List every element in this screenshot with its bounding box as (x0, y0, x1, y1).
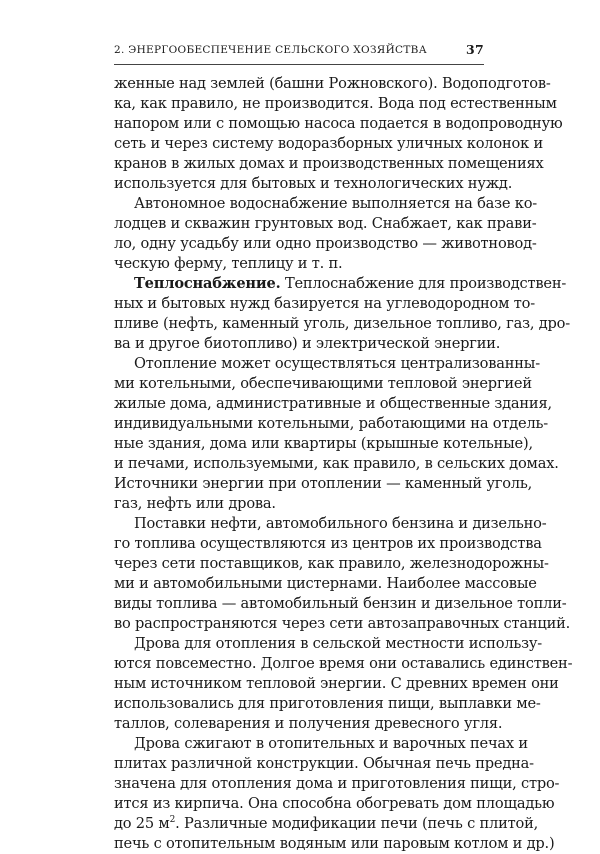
text-line: плитах различной конструкции. Обычная печь предна- (114, 755, 534, 772)
text-line: лодцев и скважин грунтовых вод. Снабжает, как прави- (114, 215, 537, 232)
paragraph (114, 74, 563, 194)
text-line: используется для бытовых и технологических нужд. (114, 175, 513, 192)
text-line: ми и автомобильными цистернами. Наиболее массовые (114, 575, 537, 592)
line-text: до 25 м (114, 815, 170, 832)
text-line: Дрова сжигают в отопительных и варочных печах и (134, 735, 528, 752)
text-line (114, 274, 567, 294)
text-line: Источники энергии при отоплении — каменный уголь, (114, 475, 533, 492)
text-line: Отопление может осуществляться централизованны- (134, 355, 540, 372)
heating-heading: Теплоснабжение. (134, 275, 281, 292)
text-line: Автономное водоснабжение выполняется на базе ко- (134, 195, 538, 212)
text-line: ва и другое биотопливо) и электрической энергии. (114, 335, 501, 352)
paragraph (114, 354, 559, 514)
text-line: ческую ферму, теплицу и т. п. (114, 255, 343, 272)
section-title: 2. ЭНЕРГООБЕСПЕЧЕНИЕ СЕЛЬСКОГО ХОЗЯЙСТВА (114, 44, 427, 56)
text-line: газ, нефть или дрова. (114, 495, 276, 512)
text-line: напором или с помощью насоса подается в водопроводную (114, 115, 563, 132)
text-line: ло, одну усадьбу или одно производство — животновод- (114, 235, 537, 252)
paragraph (114, 194, 538, 274)
text-line: кранов в жилых домах и производственных помещениях (114, 155, 544, 172)
superscript: 2 (169, 815, 176, 826)
text-line: жилые дома, административные и общественные здания, (114, 395, 552, 412)
paragraph (114, 514, 571, 634)
text-line: виды топлива — автомобильный бензин и дизельное топли- (114, 595, 567, 612)
text-line: через сети поставщиков, как правило, железнодорожны- (114, 555, 549, 572)
text-line: ным источником тепловой энергии. С древних времен они (114, 675, 559, 692)
text-line: ются повсеместно. Долгое время они оставались единствен- (114, 655, 573, 672)
text-line: женные над землей (башни Рожновского). Водоподготов- (114, 75, 551, 92)
running-header (114, 44, 484, 60)
header-rule (114, 64, 484, 65)
text-line: го топлива осуществляются из центров их производства (114, 535, 542, 552)
text-line: ми котельными, обеспечивающими тепловой энергией (114, 375, 532, 392)
text-line: печь с отопительным водяным или паровым котлом и др.) (114, 835, 555, 852)
text-line: Дрова для отопления в сельской местности использу- (134, 635, 543, 652)
text-line: сеть и через систему водоразборных уличных колонок и (114, 135, 543, 152)
text-line: пливе (нефть, каменный уголь, дизельное топливо, газ, дро- (114, 315, 570, 332)
text-line: ные здания, дома или квартиры (крышные котельные), (114, 435, 533, 452)
text-line: во распространяются через сети автозаправочных станций. (114, 615, 571, 632)
text-line: Поставки нефти, автомобильного бензина и дизельно- (134, 515, 547, 532)
text-line: использовались для приготовления пищи, выплавки ме- (114, 695, 541, 712)
text-line: ится из кирпича. Она способна обогревать дом площадью (114, 795, 555, 812)
text-line: ных и бытовых нужд базируется на углеводородном то- (114, 295, 535, 312)
paragraph (114, 734, 560, 854)
text-line: и печами, используемыми, как правило, в сельских домах. (114, 455, 559, 472)
text-line: таллов, солеварения и получения древесного угля. (114, 715, 503, 732)
line-text: . Различные модификации печи (печь с плитой, (175, 815, 539, 832)
paragraph (114, 634, 573, 734)
text-line: индивидуальными котельными, работающими на отдель- (114, 415, 548, 432)
page-number: 37 (466, 42, 484, 57)
paragraph (114, 274, 570, 354)
text-line: ка, как правило, не производится. Вода под естественным (114, 95, 557, 112)
text-line: значена для отопления дома и приготовления пищи, стро- (114, 775, 560, 792)
text-line (114, 814, 539, 834)
body-text (114, 74, 573, 854)
line-text: Теплоснабжение для производствен- (280, 275, 567, 292)
